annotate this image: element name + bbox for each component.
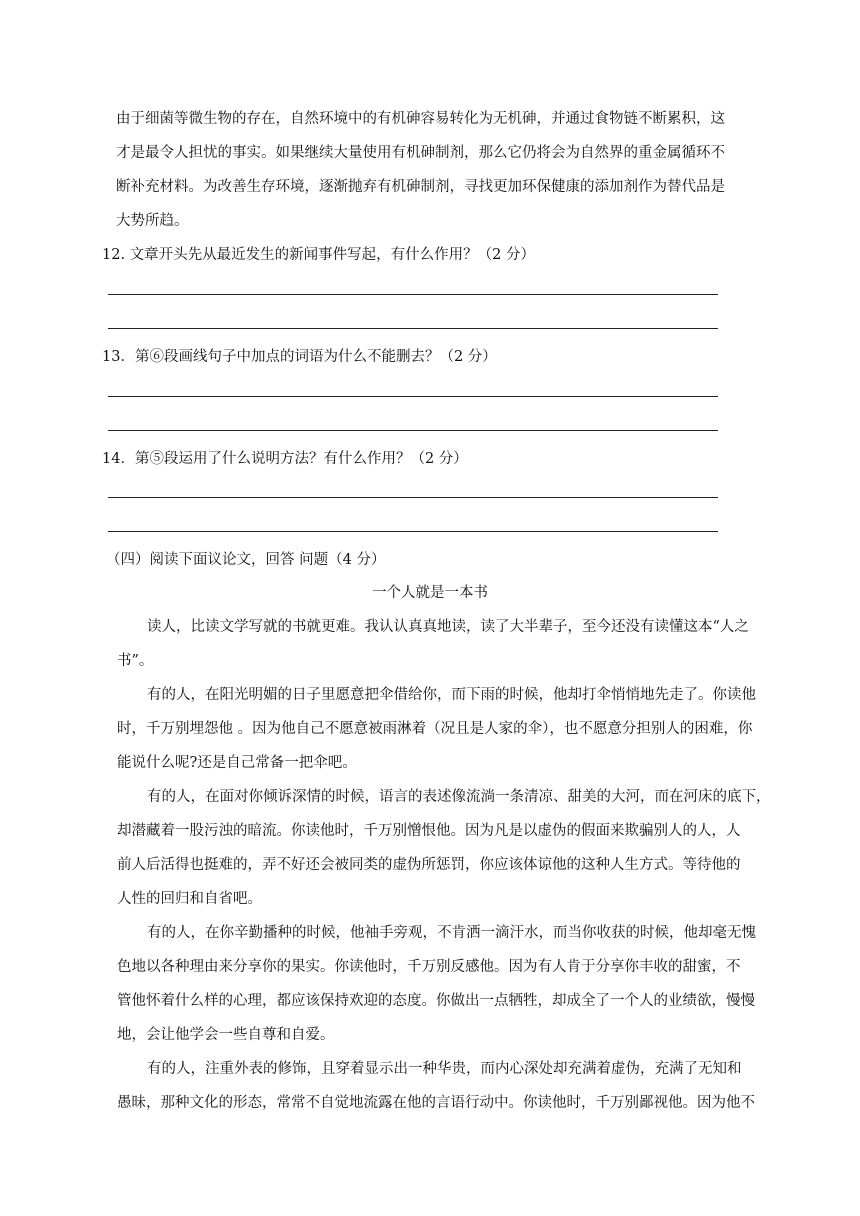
essay-line: 有的人，在面对你倾诉深情的时候，语言的表述像流淌一条清凉、甜美的大河，而在河床的底下，	[147, 789, 771, 805]
essay-line: 书”。	[117, 653, 154, 669]
essay-line: 时，千万别埋怨他 。因为他自己不愿意被雨淋着（况且是人家的伞），也不愿意分担别人的困难，你	[117, 721, 753, 737]
essay-line: 前人后活得也挺难的，弄不好还会被同类的虚伪所惩罚，你应该体谅他的这种人生方式。等待他的	[117, 857, 741, 873]
question-13: 13．第⑥段画线句子中加点的词语为什么不能删去？（2 分）	[102, 349, 497, 365]
essay-line: 地，会让他学会一些自尊和自爱。	[117, 1027, 335, 1043]
essay-line: 却潜藏着一股污浊的暗流。你读他时，千万别憎恨他。因为凡是以虚伪的假面来欺骗别人的人，人	[117, 823, 741, 839]
answer-line[interactable]	[108, 328, 718, 329]
question-12: 12. 文章开头先从最近发生的新闻事件写起，有什么作用？（2 分）	[102, 247, 536, 263]
answer-line[interactable]	[108, 396, 718, 397]
essay-line: 有的人，在阳光明媚的日子里愿意把伞借给你，而下雨的时候，他却打伞悄悄地先走了。你读他	[147, 687, 756, 703]
passage-line-4: 大势所趋。	[116, 213, 189, 229]
passage-line-1: 由于细菌等微生物的存在，自然环境中的有机砷容易转化为无机砷，并通过食物链不断累积，这	[116, 111, 725, 127]
essay-line: 能说什么呢?还是自己常备一把伞吧。	[117, 755, 357, 771]
answer-line[interactable]	[108, 430, 718, 431]
section-heading: （四）阅读下面议论文，回答 问题（4 分）	[106, 552, 386, 568]
question-14: 14．第⑤段运用了什么说明方法？有什么作用？（2 分）	[102, 451, 468, 467]
essay-line: 有的人，注重外表的修饰，且穿着显示出一种华贵，而内心深处却充满着虚伪，充满了无知和	[147, 1061, 742, 1077]
essay-title: 一个人就是一本书	[372, 585, 488, 601]
essay-line: 色地以各种理由来分享你的果实。你读他时，千万别反感他。因为有人肯于分享你丰收的甜蜜，不	[117, 959, 741, 975]
essay-line: 人性的回归和自省吧。	[117, 891, 262, 907]
essay-line: 读人，比读文学写就的书就更难。我认认真真地读，读了大半辈子，至今还没有读懂这本“人之	[147, 619, 749, 635]
answer-line[interactable]	[108, 531, 718, 532]
answer-line[interactable]	[108, 497, 718, 498]
passage-line-2: 才是最令人担忧的事实。如果继续大量使用有机砷制剂，那么它仍将会为自然界的重金属循环不	[116, 145, 725, 161]
answer-line[interactable]	[108, 294, 718, 295]
essay-line: 管他怀着什么样的心理，都应该保持欢迎的态度。你做出一点牺牲，却成全了一个人的业绩欲，慢慢	[117, 993, 755, 1009]
passage-line-3: 断补充材料。为改善生存环境，逐渐抛弃有机砷制剂，寻找更加环保健康的添加剂作为替代品是	[116, 179, 725, 195]
essay-line: 有的人，在你辛勤播种的时候，他袖手旁观，不肯洒一滴汗水，而当你收获的时候，他却毫无愧	[147, 925, 756, 941]
essay-line: 愚昧，那种文化的形态，常常不自觉地流露在他的言语行动中。你读他时，千万别鄙视他。因为他不	[117, 1095, 755, 1111]
